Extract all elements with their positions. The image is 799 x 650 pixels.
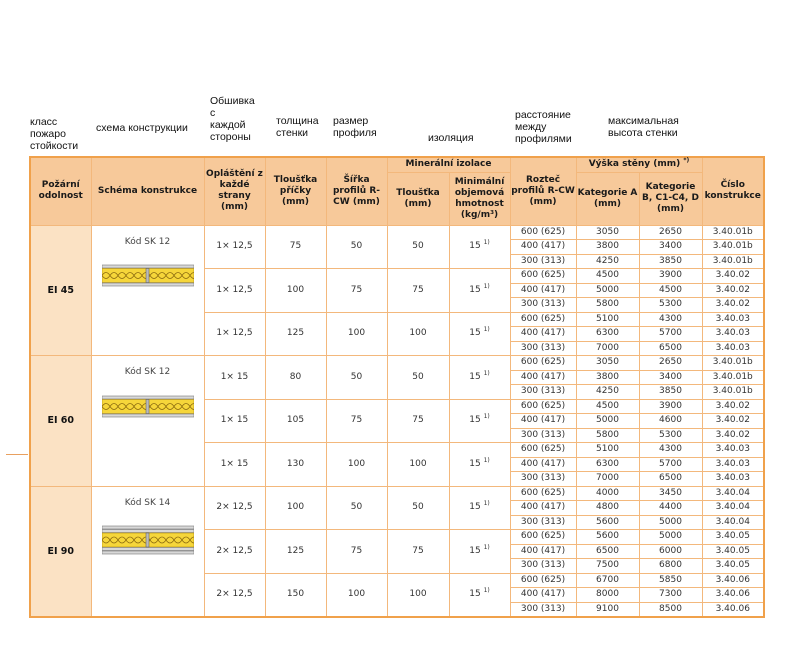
profile-cell: 50 [326,225,387,269]
thickness-cell: 105 [265,399,326,443]
construction-number-cell: 3.40.06 [702,588,764,603]
cladding-cell: 1× 12,5 [204,225,265,269]
profile-cell: 75 [326,269,387,313]
construction-number-cell: 3.40.02 [702,428,764,443]
table-row [30,486,764,501]
margin-marker [6,454,28,455]
profile-cell: 100 [326,443,387,487]
thickness-cell: 125 [265,312,326,356]
height-cat-a-cell: 4500 [576,269,639,284]
density-note: 1) [483,456,490,464]
thickness-cell: 100 [265,269,326,313]
construction-number-cell: 3.40.01b [702,356,764,371]
wall-section-diagram [102,524,194,558]
profile-cell: 75 [326,530,387,574]
construction-number-cell: 3.40.02 [702,414,764,429]
height-cat-b-cell: 5300 [639,428,702,443]
fire-rating-cell: EI 60 [30,356,91,487]
table-body [30,225,764,617]
ru-spacing-label: расстояние между профилями [515,109,572,145]
spacing-cell: 600 (625) [510,312,576,327]
height-cat-a-cell: 7500 [576,559,639,574]
spacing-cell: 300 (313) [510,298,576,313]
construction-number-cell: 3.40.05 [702,530,764,545]
spacing-cell: 400 (417) [510,327,576,342]
insulation-thickness-cell: 50 [387,486,449,530]
ru-insulation-label: изоляция [428,132,474,144]
construction-number-cell: 3.40.03 [702,327,764,342]
header-cat-a: Kategorie A (mm) [576,172,639,225]
height-cat-b-cell: 6500 [639,472,702,487]
density-value: 15 [469,284,481,295]
spacing-cell: 300 (313) [510,559,576,574]
height-cat-a-cell: 3050 [576,356,639,371]
wall-section-diagram [102,263,194,297]
height-cat-b-cell: 6000 [639,544,702,559]
height-cat-b-cell: 3900 [639,269,702,284]
table-row [30,225,764,240]
spacing-cell: 400 (417) [510,414,576,429]
spacing-cell: 600 (625) [510,399,576,414]
height-cat-b-cell: 5700 [639,457,702,472]
height-cat-b-cell: 4400 [639,501,702,516]
cladding-cell: 1× 12,5 [204,312,265,356]
height-cat-b-cell: 5000 [639,530,702,545]
header-thickness: Tloušťka příčky (mm) [265,157,326,225]
spacing-cell: 300 (313) [510,515,576,530]
construction-number-cell: 3.40.03 [702,443,764,458]
cladding-cell: 1× 15 [204,399,265,443]
height-cat-b-cell: 3900 [639,399,702,414]
density-value: 15 [469,371,481,382]
height-cat-a-cell: 4500 [576,399,639,414]
height-cat-b-cell: 3850 [639,385,702,400]
spacing-cell: 600 (625) [510,486,576,501]
scheme-cell [91,486,204,617]
height-cat-a-cell: 5100 [576,443,639,458]
table-row [30,356,764,371]
spacing-cell: 600 (625) [510,443,576,458]
density-note: 1) [483,326,490,333]
insulation-thickness-cell: 100 [387,312,449,356]
cladding-cell: 1× 12,5 [204,269,265,313]
construction-number-cell: 3.40.02 [702,399,764,414]
height-cat-a-cell: 4250 [576,385,639,400]
height-cat-b-cell: 4300 [639,312,702,327]
header-mineral: Minerální izolace [387,157,510,172]
spacing-cell: 600 (625) [510,269,576,284]
thickness-cell: 80 [265,356,326,400]
insulation-thickness-cell: 50 [387,225,449,269]
spacing-cell: 600 (625) [510,530,576,545]
cladding-cell: 1× 15 [204,356,265,400]
spacing-cell: 400 (417) [510,501,576,516]
height-cat-a-cell: 3050 [576,225,639,240]
ru-profile-label: размер профиля [333,115,377,139]
density-cell [449,573,510,617]
height-cat-a-cell: 3800 [576,370,639,385]
spacing-cell: 400 (417) [510,240,576,255]
density-note: 1) [483,500,490,507]
ru-class-label: класс пожаро стойкости [30,116,79,152]
spacing-cell: 300 (313) [510,472,576,487]
insulation-thickness-cell: 50 [387,356,449,400]
spacing-cell: 300 (313) [510,602,576,617]
density-cell [449,225,510,269]
header-number: Číslo konstrukce [702,157,764,225]
ru-thickness-label: толщина стенки [276,115,319,139]
height-cat-a-cell: 4000 [576,486,639,501]
height-cat-a-cell: 8000 [576,588,639,603]
spacing-cell: 400 (417) [510,588,576,603]
density-cell [449,399,510,443]
construction-number-cell: 3.40.02 [702,283,764,298]
thickness-cell: 75 [265,225,326,269]
height-cat-a-cell: 5100 [576,312,639,327]
profile-cell: 50 [326,356,387,400]
spacing-cell: 600 (625) [510,225,576,240]
construction-number-cell: 3.40.01b [702,225,764,240]
height-cat-b-cell: 5300 [639,298,702,313]
scheme-code: Kód SK 12 [124,236,171,247]
height-cat-b-cell: 6800 [639,559,702,574]
header-cat-b: Kategorie B, C1-C4, D (mm) [639,172,702,225]
construction-number-cell: 3.40.05 [702,559,764,574]
density-value: 15 [469,502,481,512]
wall-section-diagram [102,394,194,428]
fire-rating-cell: EI 90 [30,486,91,617]
header-wall-height: Výška stěny (mm) *) [576,157,702,172]
spacing-cell: 300 (313) [510,385,576,400]
insulation-thickness-cell: 100 [387,573,449,617]
spacing-cell: 400 (417) [510,283,576,298]
height-cat-a-cell: 5800 [576,298,639,313]
construction-number-cell: 3.40.01b [702,240,764,255]
height-cat-a-cell: 5800 [576,428,639,443]
profile-cell: 50 [326,486,387,530]
density-note: 1) [483,543,490,551]
height-cat-b-cell: 3400 [639,370,702,385]
density-value: 15 [469,415,481,425]
construction-number-cell: 3.40.02 [702,298,764,313]
height-cat-a-cell: 6700 [576,573,639,588]
height-cat-a-cell: 7000 [576,472,639,487]
profile-cell: 100 [326,573,387,617]
spacing-cell: 400 (417) [510,370,576,385]
cladding-cell: 2× 12,5 [204,530,265,574]
height-cat-b-cell: 3450 [639,486,702,501]
density-cell [449,530,510,574]
height-cat-a-cell: 5600 [576,530,639,545]
header-fire: Požární odolnost [30,157,91,225]
height-cat-b-cell: 3850 [639,254,702,269]
density-value: 15 [469,458,481,469]
construction-number-cell: 3.40.04 [702,486,764,501]
height-cat-b-cell: 4500 [639,283,702,298]
ru-cladding-label: Обшивка с каждой стороны [210,95,255,143]
construction-number-cell: 3.40.01b [702,254,764,269]
construction-number-cell: 3.40.04 [702,515,764,530]
height-cat-b-cell: 6500 [639,341,702,356]
height-cat-a-cell: 3800 [576,240,639,255]
density-cell [449,486,510,530]
spacing-cell: 600 (625) [510,573,576,588]
ru-max-height-label: максимальная высота стенки [608,115,679,139]
height-cat-a-cell: 7000 [576,341,639,356]
density-note: 1) [483,282,490,290]
header-cladding: Opláštění z každé strany (mm) [204,157,265,225]
ru-scheme-label: схема конструкции [96,122,188,134]
height-cat-b-cell: 3400 [639,240,702,255]
spacing-cell: 300 (313) [510,428,576,443]
spacing-cell: 400 (417) [510,544,576,559]
profile-cell: 100 [326,312,387,356]
construction-number-cell: 3.40.01b [702,370,764,385]
height-cat-b-cell: 2650 [639,356,702,371]
height-cat-b-cell: 8500 [639,602,702,617]
scheme-code: Kód SK 14 [124,497,171,508]
height-cat-b-cell: 5000 [639,515,702,530]
density-cell [449,443,510,487]
construction-number-cell: 3.40.04 [702,501,764,516]
height-cat-a-cell: 4800 [576,501,639,516]
density-cell [449,356,510,400]
thickness-cell: 125 [265,530,326,574]
height-cat-b-cell: 4300 [639,443,702,458]
density-cell [449,269,510,313]
construction-number-cell: 3.40.03 [702,457,764,472]
header-ins-density: Minimální objemová hmotnost (kg/m³) [449,172,510,225]
cladding-cell: 2× 12,5 [204,486,265,530]
height-cat-a-cell: 5000 [576,414,639,429]
density-note: 1) [483,369,490,377]
wall-height-note: *) [683,157,690,165]
header-profile: Šířka profilů R-CW (mm) [326,157,387,225]
height-cat-b-cell: 7300 [639,588,702,603]
construction-number-cell: 3.40.03 [702,341,764,356]
height-cat-b-cell: 2650 [639,225,702,240]
construction-number-cell: 3.40.06 [702,573,764,588]
spacing-cell: 300 (313) [510,341,576,356]
height-cat-a-cell: 4250 [576,254,639,269]
density-cell [449,312,510,356]
density-value: 15 [469,241,481,251]
height-cat-a-cell: 5000 [576,283,639,298]
header-spacing: Rozteč profilů R-CW (mm) [510,157,576,225]
cladding-cell: 2× 12,5 [204,573,265,617]
cladding-cell: 1× 15 [204,443,265,487]
height-cat-a-cell: 6300 [576,327,639,342]
density-note: 1) [483,587,490,594]
construction-number-cell: 3.40.03 [702,472,764,487]
height-cat-a-cell: 6500 [576,544,639,559]
height-cat-a-cell: 9100 [576,602,639,617]
construction-number-cell: 3.40.01b [702,385,764,400]
density-note: 1) [483,413,490,420]
header-scheme: Schéma konstrukce [91,157,204,225]
spacing-cell: 600 (625) [510,356,576,371]
insulation-thickness-cell: 100 [387,443,449,487]
scheme-cell [91,356,204,487]
construction-number-cell: 3.40.02 [702,269,764,284]
height-cat-b-cell: 5700 [639,327,702,342]
density-value: 15 [469,589,481,599]
spacing-cell: 300 (313) [510,254,576,269]
header-ins-thickness: Tloušťka (mm) [387,172,449,225]
construction-number-cell: 3.40.05 [702,544,764,559]
construction-number-cell: 3.40.03 [702,312,764,327]
thickness-cell: 130 [265,443,326,487]
height-cat-a-cell: 6300 [576,457,639,472]
scheme-code: Kód SK 12 [124,367,171,377]
fire-rating-cell: EI 45 [30,225,91,356]
scheme-cell [91,225,204,356]
density-note: 1) [483,239,490,246]
thickness-cell: 150 [265,573,326,617]
height-cat-a-cell: 5600 [576,515,639,530]
thickness-cell: 100 [265,486,326,530]
construction-number-cell: 3.40.06 [702,602,764,617]
height-cat-b-cell: 5850 [639,573,702,588]
profile-cell: 75 [326,399,387,443]
density-value: 15 [469,545,481,556]
spacing-cell: 400 (417) [510,457,576,472]
insulation-thickness-cell: 75 [387,530,449,574]
density-value: 15 [469,328,481,338]
insulation-thickness-cell: 75 [387,399,449,443]
height-cat-b-cell: 4600 [639,414,702,429]
fire-resistance-table [29,156,765,618]
insulation-thickness-cell: 75 [387,269,449,313]
